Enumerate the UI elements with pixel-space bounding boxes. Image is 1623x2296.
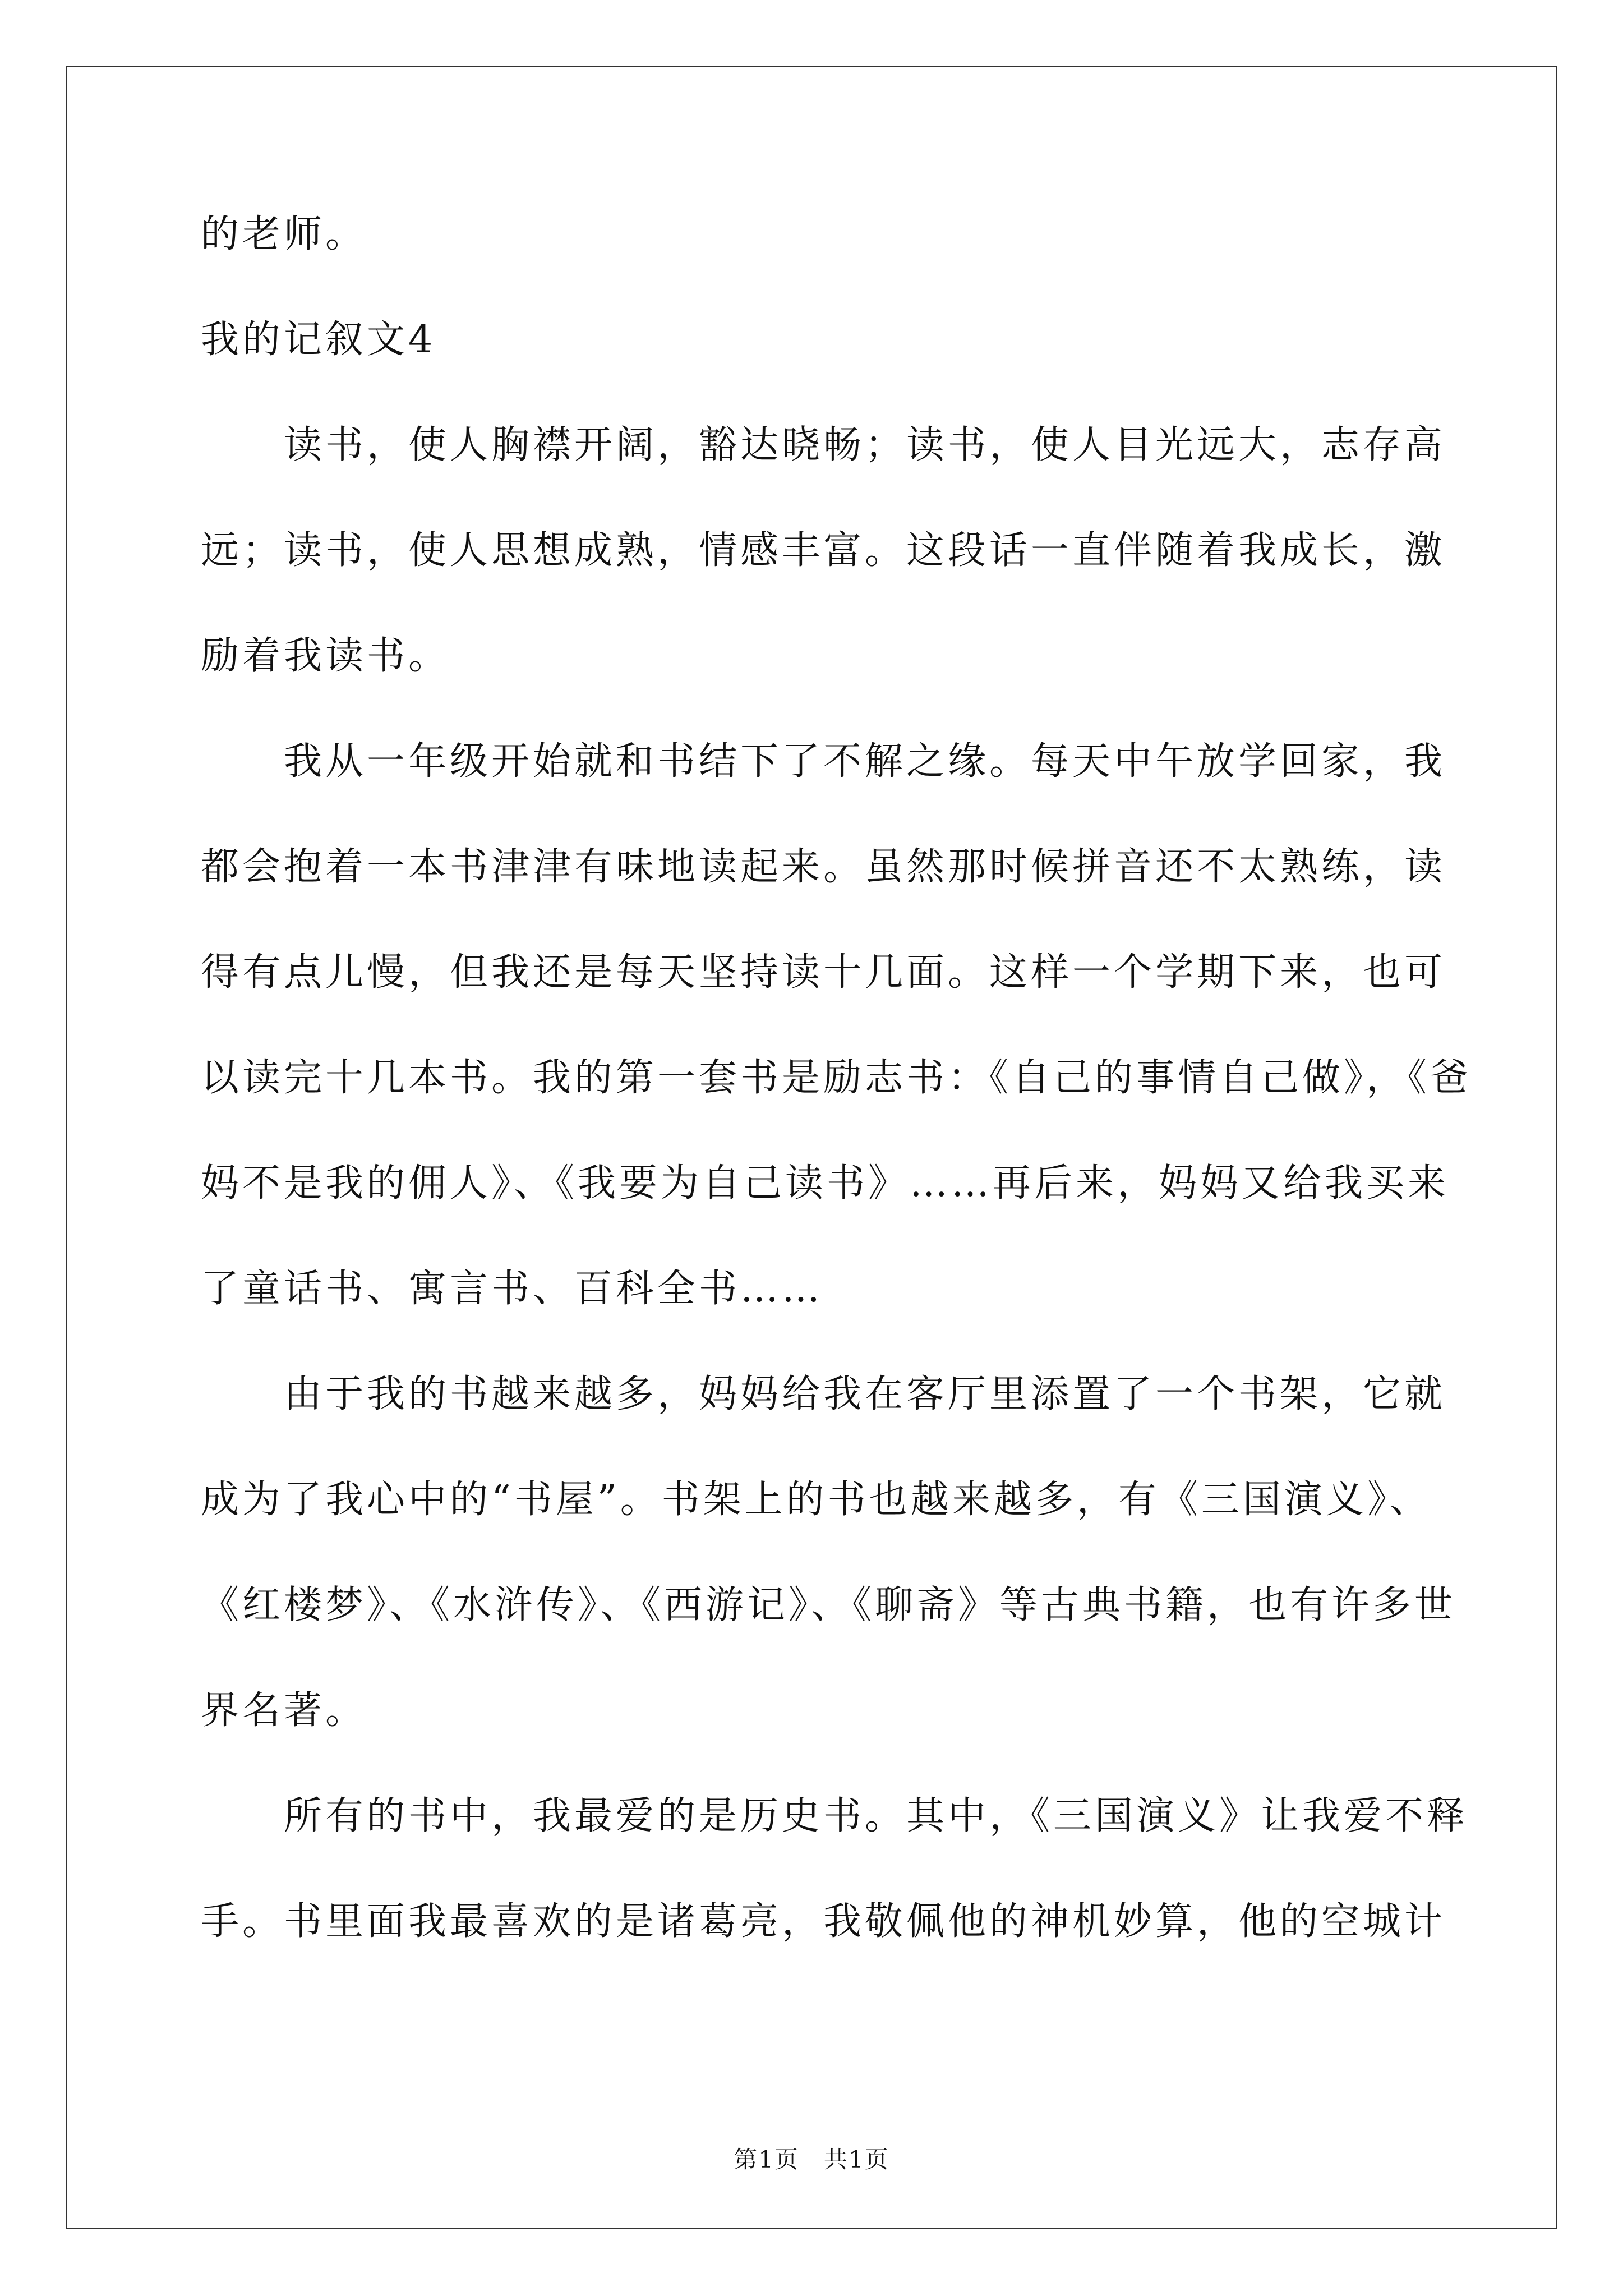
paragraph-line: 由于我的书越来越多，妈妈给我在客厅里添置了一个书架，它就 [284,1372,1446,1416]
paragraph-line: 读书，使人胸襟开阔，豁达晓畅；读书，使人目光远大，志存高 [284,423,1446,467]
document-body [201,208,1472,2000]
paragraph-line: 以读完十几本书。我的第一套书是励志书：《自己的事情自己做》，《爸 [201,1056,1472,1100]
paragraph-line: 励着我读书。 [201,634,450,678]
section-heading: 我的记叙文4 [201,318,436,362]
paragraph-4 [201,1789,1469,1948]
paragraph-line: 了童话书、寓言书、百科全书…… [201,1267,824,1311]
paragraph-line: 成为了我心中的“书屋”。书架上的书也越来越多，有《三国演义》、 [201,1478,1431,1522]
paragraph-line: 《红楼梦》、《水浒传》、《西游记》、《聊斋》等古典书籍，也有许多世 [201,1583,1456,1627]
paragraph-3 [201,1368,1456,1737]
paragraph-line: 得有点儿慢，但我还是每天坚持读十几面。这样一个学期下来，也可 [201,950,1446,995]
continuation-line: 的老师。 [201,212,367,256]
paragraph-line: 我从一年级开始就和书结下了不解之缘。每天中午放学回家，我 [284,739,1446,784]
paragraph-2 [201,735,1472,1315]
page-number-footer: 第1页 共1页 [734,2146,889,2173]
paragraph-1 [201,418,1446,683]
paragraph-line: 远；读书，使人思想成熟，情感丰富。这段话一直伴随着我成长，激 [201,528,1446,573]
paragraph-line: 界名著。 [201,1688,367,1733]
paragraph-line: 妈不是我的佣人》、《我要为自己读书》……再后来，妈妈又给我买来 [201,1161,1450,1205]
paragraph-line: 都会抱着一本书津津有味地读起来。虽然那时候拼音还不太熟练，读 [201,845,1446,889]
paragraph-line: 所有的书中，我最爱的是历史书。其中，《三国演义》让我爱不释 [284,1794,1469,1838]
paragraph-line: 手。书里面我最喜欢的是诸葛亮，我敬佩他的神机妙算，他的空城计 [201,1899,1446,1944]
